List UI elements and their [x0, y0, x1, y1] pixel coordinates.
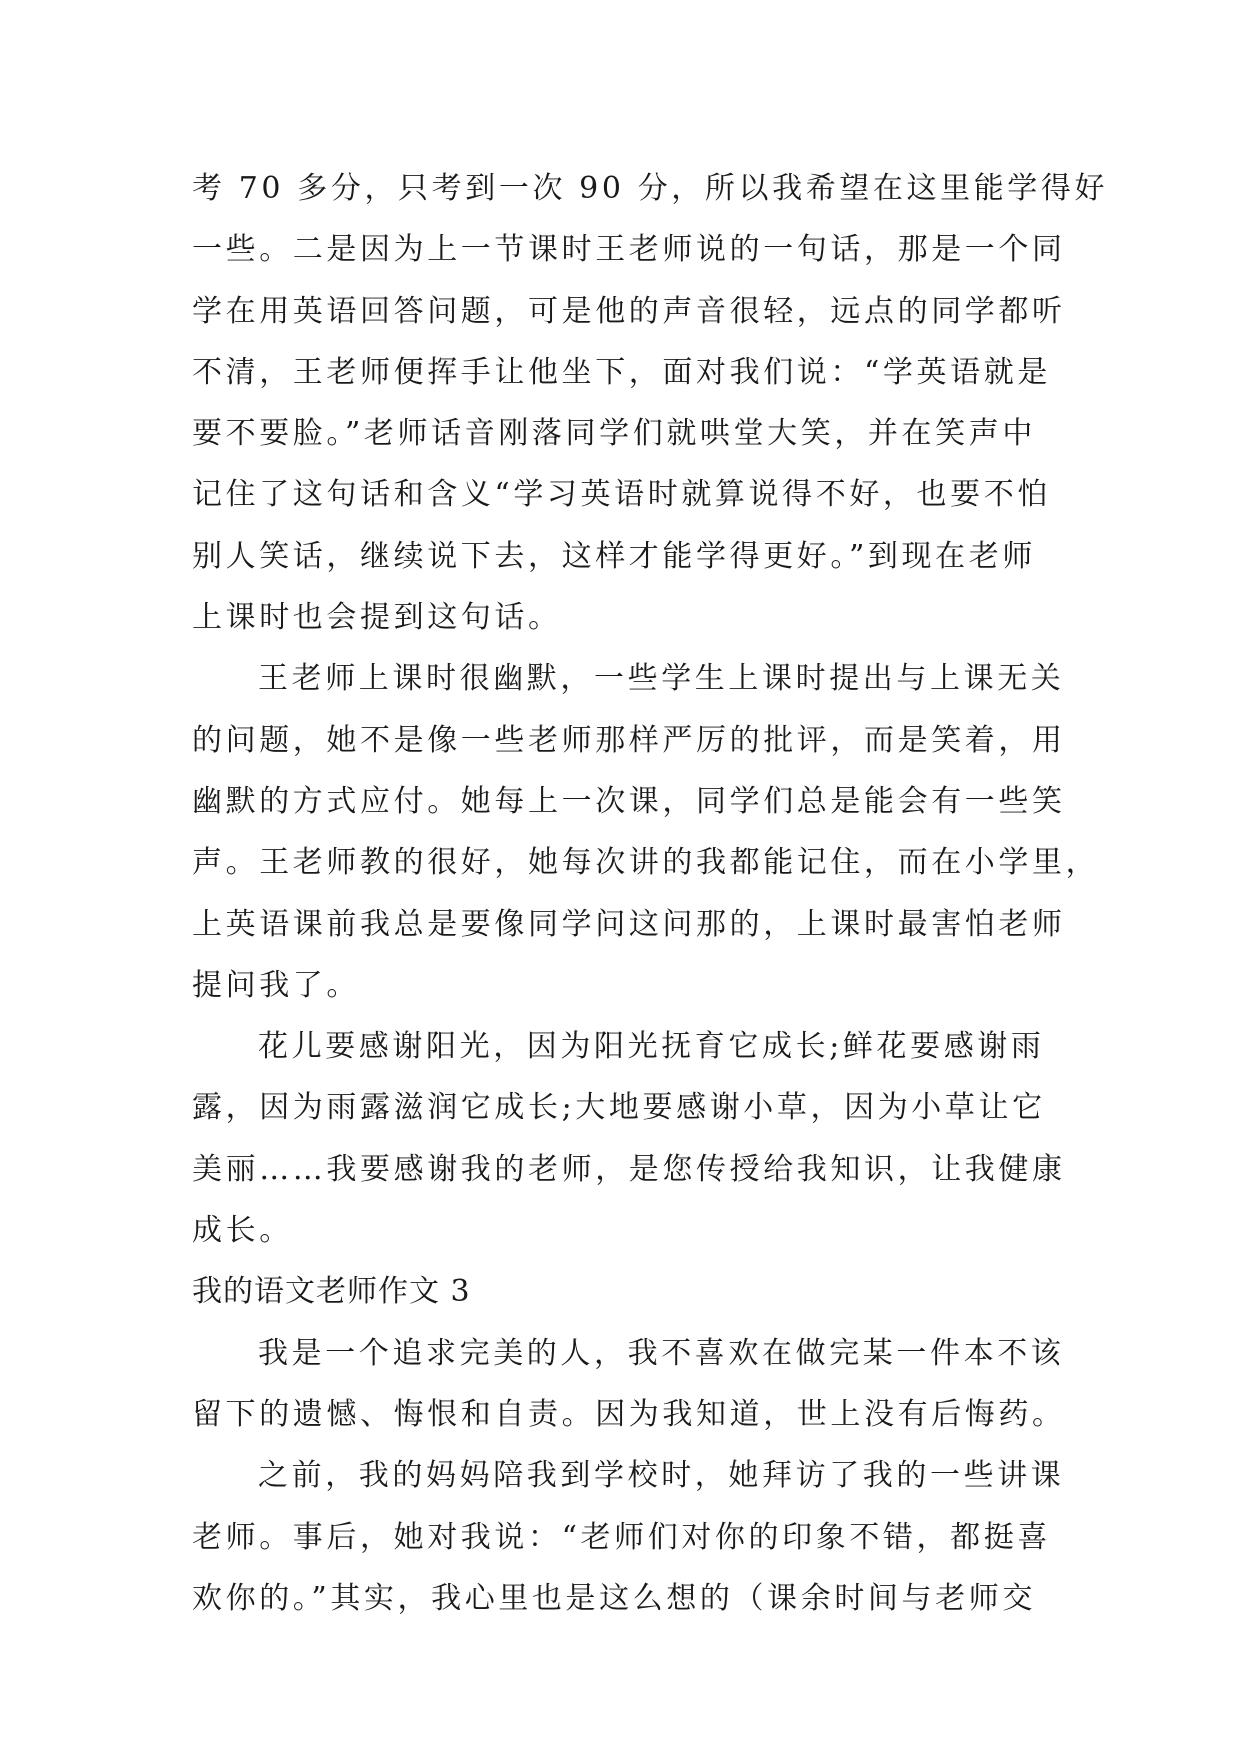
text-line: 老师。事后，她对我说：“老师们对你的印象不错，都挺喜: [192, 1519, 1051, 1555]
essay-text: [192, 158, 1109, 1629]
text-line: 声。王老师教的很好，她每次讲的我都能记住，而在小学里，: [192, 845, 1100, 881]
paragraph-first-line: 王老师上课时很幽默，一些学生上课时提出与上课无关: [258, 661, 1065, 697]
section-title: 我的语文老师作文 3: [192, 1274, 471, 1310]
text-line: 成长。: [192, 1213, 293, 1249]
text-line: 美丽……我要感谢我的老师，是您传授给我知识，让我健康: [192, 1151, 1066, 1187]
text-line: 提问我了。: [192, 967, 360, 1003]
text-line: 一些。二是因为上一节课时王老师说的一句话，那是一个同: [192, 232, 1066, 268]
text-line: 的问题，她不是像一些老师那样严厉的批评，而是笑着，用: [192, 722, 1066, 758]
text-line: 幽默的方式应付。她每上一次课，同学们总是能会有一些笑: [192, 783, 1066, 819]
text-line: 别人笑话，继续说下去，这样才能学得更好。”到现在老师: [192, 538, 1036, 574]
text-line: 记住了这句话和含义“学习英语时就算说得不好，也要不怕: [192, 477, 1051, 513]
paragraph-first-line: 花儿要感谢阳光，因为阳光抚育它成长;鲜花要感谢雨: [258, 1029, 1045, 1065]
text-line: 学在用英语回答问题，可是他的声音很轻，远点的同学都听: [192, 293, 1066, 329]
text-line: 考 70 多分，只考到一次 90 分，所以我希望在这里能学得好: [192, 171, 1109, 206]
paragraph-first-line: 我是一个追求完美的人，我不喜欢在做完某一件本不该: [258, 1335, 1065, 1371]
text-line: 不清，王老师便挥手让他坐下，面对我们说：“学英语就是: [192, 354, 1051, 390]
text-line: 留下的遗憾、悔恨和自责。因为我知道，世上没有后悔药。: [192, 1396, 1066, 1432]
paragraph-first-line: 之前，我的妈妈陪我到学校时，她拜访了我的一些讲课: [258, 1458, 1065, 1494]
text-line: 要不要脸。”老师话音刚落同学们就哄堂大笑，并在笑声中: [192, 416, 1036, 452]
text-line: 上英语课前我总是要像同学问这问那的，上课时最害怕老师: [192, 906, 1066, 942]
text-line: 上课时也会提到这句话。: [192, 600, 562, 636]
text-line: 露，因为雨露滋润它成长;大地要感谢小草，因为小草让它: [192, 1090, 1046, 1126]
text-line: 欢你的。”其实，我心里也是这么想的（课余时间与老师交: [192, 1580, 1036, 1616]
